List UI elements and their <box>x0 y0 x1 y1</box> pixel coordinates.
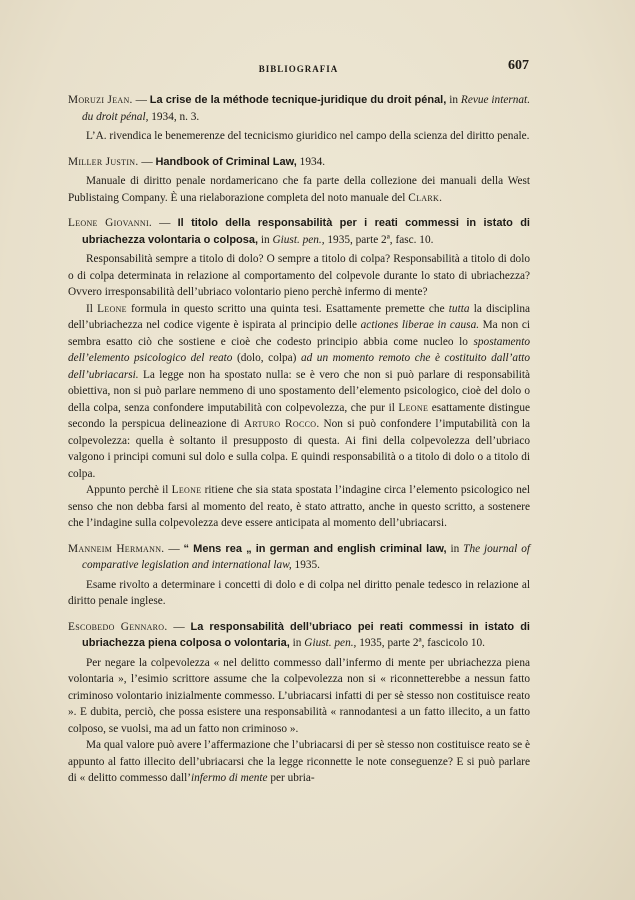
italic-text: actiones liberae in causa. <box>360 319 480 331</box>
entry-paragraph <box>68 173 530 206</box>
paragraph-text: formula in questo scritto una quinta tesi. Esattamente premette che <box>126 302 449 315</box>
entry-ref-source: Giust. pen., <box>272 233 325 246</box>
cited-name: Leone <box>171 484 202 496</box>
entry-ref-post: 1935, parte 2ª, fasc. 10. <box>324 233 434 246</box>
paragraph-text: Il <box>86 302 98 315</box>
entry-dash: — <box>167 620 191 633</box>
entry-title: Handbook of Criminal Law, <box>155 155 297 168</box>
cited-name: Arturo Rocco <box>243 418 317 430</box>
italic-text: infermo di mente <box>191 772 268 784</box>
entry-title: La crise de la méthode tecnique-juridique du droit pénal, <box>149 94 447 106</box>
entry-ref-pre: in <box>446 542 464 555</box>
entry-author: Escobedo Gennaro. <box>68 620 168 633</box>
entry-title: Il titolo della responsabilità per i reati commessi in istato di ubriachezza volontaria o colposa, <box>82 217 530 246</box>
entry-author: Leone Giovanni. <box>68 217 153 229</box>
entry-paragraph: Responsabilità sempre a titolo di dolo? O sempre a titolo di colpa? Responsabilità a titolo di dolo o di colpa determinata in relazione al comportamento del colpevole durante lo stato di ubriachezza? Ovvero irresponsabilità dell’ubriaco volontario pieno perchè infermo di mente? <box>68 253 530 298</box>
paragraph-text: per ubria- <box>267 772 315 784</box>
entry-ref-post: 1935. <box>291 559 320 571</box>
paragraph-text: La legge non ha spostato nulla: se è vero che non si può parlare di responsabilità obiettiva, non si può parlare nemmeno di uno spostamento dell’elemento psicologico, cioè del dolo o della colpa, senza confondere imputabilità con colpevolezza, che pur il <box>68 368 530 414</box>
entry-heading <box>68 92 530 125</box>
bibliography-content <box>68 92 530 787</box>
paragraph-text: ritiene che sia stata spostata l’indagine circa l’elemento psicologico nel senso che non debba farsi al momento del reato, è stato attratto, anche in questo scritto, a sostenere che l’indagine sulla colpevolezza deve essere anticipata al momento dell’ubriacarsi. <box>68 484 530 529</box>
entry-ref-post: 1934. <box>296 155 326 168</box>
entry-ref-pre: in <box>258 233 273 246</box>
paragraph-text: Ma non ci sembra esatto ciò che sostiene e cioè che codesto principio abbia come nucleo lo <box>68 319 530 348</box>
entry-dash: — <box>132 94 150 106</box>
entry-ref-pre: in <box>446 94 461 106</box>
entry-ref-source: Giust. pen., <box>304 637 357 649</box>
entry-title: “ Mens rea „ in german and english criminal law, <box>183 542 447 555</box>
entry-ref-post: 1935, parte 2ª, fascicolo 10. <box>356 637 485 649</box>
entry-paragraph: Per negare la colpevolezza « nel delitto commesso dall’infermo di mente per ubriachezza piena volontaria », l’esimio scrittore assume che la colpevolezza non si « riconnetterebbe a nessun fatto criminoso volontario inizialmente commesso. L’ubriacarsi infatti di per sè stesso non costituisce reato ». E dubita, perciò, che possa esistere una responsabilità « rannodantesi a un fatto illecito, a un fatto colposo, se vuolsi, ma ad un fatto non criminoso ». <box>68 656 530 735</box>
paragraph-text: la disciplina dell’ubriachezza nel codice vigente è ispirata al principio delle <box>68 302 530 331</box>
entry-ref-source: The journal of comparative legislation and international law, <box>82 542 530 571</box>
entry-author: Manneim Hermann. <box>68 542 165 555</box>
paragraph-text: . Non si può confondere l’imputabilità con la colpevolezza: quella è soltanto il presupposto di questa. Ai fini della colpevolezza dell’ubriaco valgono i principi comuni sul dolo e sulla colpa. E quindi responsabilità o a titolo di dolo o a titolo di colpa. <box>68 418 530 480</box>
entry-heading <box>68 619 530 652</box>
paragraph-text: Ma qual valore può avere l’affermazione che l’ubriacarsi di per sè stesso non costituisce reato se è appunto al fatto illecito dell’ubriacarsi che la legge riconnette le note conseguenze? E si può parlare di « delitto commesso dall’ <box>68 739 530 784</box>
italic-text: spostamento dell’elemento psicologico del reato <box>68 335 530 364</box>
entry-ref-post: 1934, n. 3. <box>148 110 200 123</box>
page-number: 607 <box>508 58 529 73</box>
entry-dash: — <box>164 542 184 555</box>
cited-name: Clark <box>408 191 440 204</box>
entry-heading <box>68 541 530 574</box>
paragraph-text: (dolo, colpa) <box>232 352 301 364</box>
entry-paragraph <box>68 482 530 532</box>
entry-paragraph <box>68 301 530 483</box>
entry-author: Miller Justin. <box>68 155 139 168</box>
entry-heading <box>68 215 530 248</box>
running-head: BIBLIOGRAFIA <box>258 64 339 74</box>
entry-dash: — <box>152 217 178 229</box>
cited-name: Leone <box>398 401 429 414</box>
entry-ref-source: Revue internat. du droit pénal, <box>82 94 531 123</box>
page-header <box>68 58 529 78</box>
paragraph-text: . <box>439 191 442 204</box>
entry-dash: — <box>138 155 156 168</box>
cited-name: Leone <box>97 302 127 315</box>
italic-text: ad un momento remoto che è costituito dall’atto dell’ubriacarsi. <box>68 352 530 381</box>
entry-paragraph: Esame rivolto a determinare i concetti di dolo e di colpa nel diritto penale tedesco in relazione al diritto penale inglese. <box>68 578 530 607</box>
entry-title: La responsabilità dell’ubriaco pei reati commessi in istato di ubriachezza piena colposa o volontaria, <box>82 620 530 649</box>
paragraph-text: Manuale di diritto penale nordamericano che fa parte della collezione dei manuali della West Publistaing Company. È una rielaborazione completa del noto manuale del <box>68 175 530 204</box>
entry-paragraph <box>68 737 530 787</box>
entry-heading <box>68 154 530 171</box>
paragraph-text: Appunto perchè il <box>86 484 172 496</box>
italic-text: tutta <box>448 302 470 315</box>
entry-paragraph: L’A. rivendica le benemerenze del tecnicismo giuridico nel campo della scienza del diritto penale. <box>86 130 530 142</box>
entry-author: Moruzi Jean. <box>68 94 133 106</box>
entry-ref-pre: in <box>289 637 305 649</box>
paragraph-text: esattamente distingue secondo la perspicua delineazione di <box>68 401 530 430</box>
